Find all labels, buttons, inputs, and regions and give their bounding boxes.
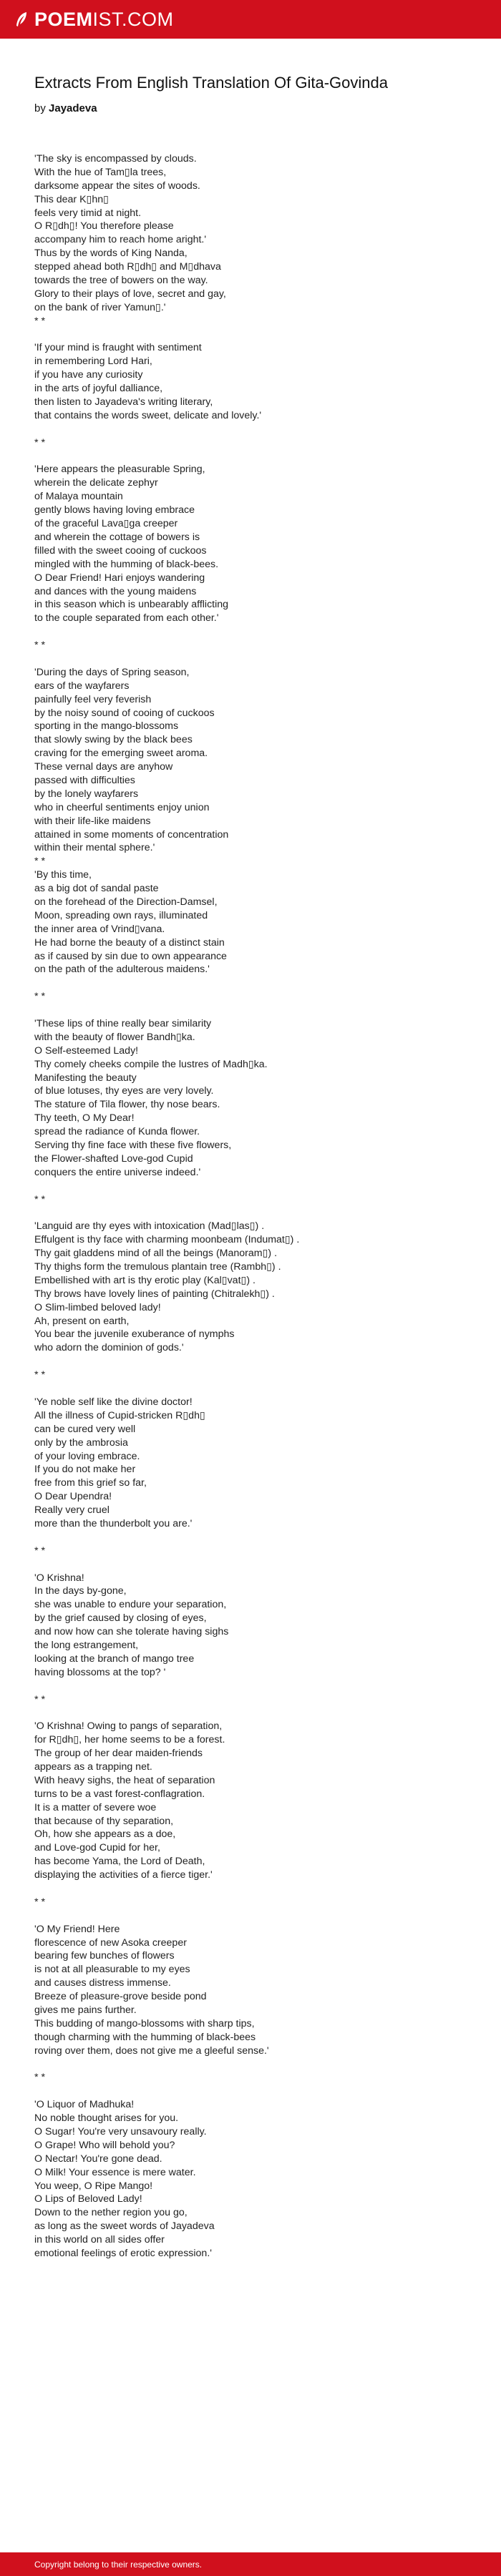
poem-line: with the beauty of flower Bandh▯ka. [34, 1031, 195, 1043]
poem-line: in this world on all sides offer [34, 2234, 165, 2246]
poem-line: 'O My Friend! Here [34, 1923, 120, 1935]
poem-line: looking at the branch of mango tree [34, 1652, 195, 1665]
poem-line: With heavy sighs, the heat of separation [34, 1774, 215, 1786]
poem-line: * * [34, 1369, 45, 1381]
poem-line: Embellished with art is thy erotic play (Kal▯vat▯) . [34, 1274, 256, 1286]
poem-line: O Self-esteemed Lady! [34, 1044, 139, 1057]
poem-line: attained in some moments of concentration [34, 828, 229, 841]
poem-line: can be cured very well [34, 1423, 136, 1435]
site-logo[interactable] [14, 10, 174, 29]
poem-line: The stature of Tila flower, thy nose bears. [34, 1099, 220, 1111]
poem-line: that slowly swing by the black bees [34, 734, 193, 746]
poem-line: Thus by the words of King Nanda, [34, 248, 188, 260]
poem-line: in this season which is unbearably afflicting [34, 599, 229, 611]
poem-line: that because of thy separation, [34, 1815, 174, 1827]
poem-line: the long estrangement, [34, 1639, 139, 1651]
poem-line: painfully feel very feverish [34, 693, 152, 705]
poem-line: she was unable to endure your separation, [34, 1599, 227, 1611]
poem-line: * * [34, 640, 45, 652]
poem-line: Glory to their plays of love, secret and gay, [34, 288, 226, 300]
poem-line: Effulgent is thy face with charming moonbeam (Indumat▯) . [34, 1234, 300, 1246]
poem-line: Thy teeth, O My Dear! [34, 1112, 135, 1125]
logo-bold-text: POEM [34, 8, 93, 30]
poem-body [34, 152, 478, 2261]
by-label: by [34, 102, 46, 114]
poem-line [34, 328, 478, 342]
site-logo-text [34, 10, 174, 29]
poem-line [34, 1206, 478, 1220]
poem-line [34, 2085, 478, 2098]
poem-line: Serving thy fine face with these five flowers, [34, 1140, 232, 1152]
poem-line: by the lonely wayfarers [34, 788, 139, 800]
poem-line: in the arts of joyful dalliance, [34, 383, 163, 395]
poem-line: In the days by-gone, [34, 1585, 127, 1597]
poem-line: feels very timid at night. [34, 207, 142, 219]
poem-line: O Nectar! You're gone dead. [34, 2153, 162, 2165]
poem-line: darksome appear the sites of woods. [34, 180, 200, 192]
copyright-text: Copyright belong to their respective owners. [34, 2560, 203, 2570]
poem-line: florescence of new Asoka creeper [34, 1936, 187, 1949]
poem-line: Thy gait gladdens mind of all the beings (Manoram▯) . [34, 1248, 278, 1260]
poem-line: the inner area of Vrind▯vana. [34, 923, 165, 935]
poem-line: of Malaya mountain [34, 491, 123, 503]
poem-line [34, 1004, 478, 1017]
poem-line: of blue lotuses, thy eyes are very lovely. [34, 1085, 214, 1097]
poem-line: He had borne the beauty of a distinct stain [34, 936, 225, 949]
poem-line: * * [34, 436, 45, 449]
poem-line: spread the radiance of Kunda flower. [34, 1126, 200, 1138]
poem-line [34, 1909, 478, 1923]
poem-line: 'O Krishna! [34, 1572, 84, 1584]
poem-line: O Slim-limbed beloved lady! [34, 1301, 161, 1313]
poem-line: O Sugar! You're very unsavoury really. [34, 2126, 207, 2138]
poem-line: 'By this time, [34, 869, 92, 881]
poem-line: gives me pains further. [34, 2004, 137, 2017]
poem-line: O Milk! Your essence is mere water. [34, 2166, 196, 2178]
poem-line: craving for the emerging sweet aroma. [34, 748, 208, 760]
poem-line: is not at all pleasurable to my eyes [34, 1964, 190, 1976]
poem-line: and dances with the young maidens [34, 585, 197, 597]
quill-icon [14, 11, 29, 27]
poem-line: emotional feelings of erotic expression.' [34, 2248, 212, 2260]
poem-line: within their mental sphere.' [34, 842, 155, 854]
poem-line [34, 1706, 478, 1720]
footer [0, 2552, 501, 2576]
poem-line: With the hue of Tam▯la trees, [34, 166, 167, 178]
poem-line: in remembering Lord Hari, [34, 356, 152, 368]
poem-line: though charming with the humming of black-bees [34, 2031, 256, 2043]
poem-line: as a big dot of sandal paste [34, 883, 159, 895]
poem-line: and now how can she tolerate having sighs [34, 1626, 229, 1638]
poem-line: Thy comely cheeks compile the lustres of Madh▯ka. [34, 1058, 268, 1070]
poem-line: Down to the nether region you go, [34, 2207, 188, 2219]
poem-line: 'O Liquor of Madhuka! [34, 2099, 135, 2111]
poem-line [34, 423, 478, 436]
poem-line: Really very cruel [34, 1504, 110, 1517]
logo-light-text: IST.COM [92, 8, 174, 30]
poem-line: 'Here appears the pleasurable Spring, [34, 464, 205, 476]
poem-line: the Flower-shafted Love-god Cupid [34, 1152, 193, 1165]
poem-line: * * [34, 315, 45, 327]
poem-line: as long as the sweet words of Jayadeva [34, 2220, 215, 2233]
poem-line [34, 450, 478, 464]
poem-line: Ah, present on earth, [34, 1315, 130, 1327]
poem-line: roving over them, does not give me a gleeful sense.' [34, 2044, 269, 2057]
poem-line: ears of the wayfarers [34, 680, 130, 692]
poem-line: by the noisy sound of cooing of cuckoos [34, 707, 215, 719]
poem-line: O Dear Upendra! [34, 1491, 112, 1503]
poem-line: 'O Krishna! Owing to pangs of separation, [34, 1720, 223, 1733]
poem-line: * * [34, 1693, 45, 1705]
poem-line: * * [34, 1896, 45, 1908]
poem-line: for R▯dh▯, her home seems to be a forest. [34, 1734, 225, 1746]
poem-line: 'Ye noble self like the divine doctor! [34, 1396, 193, 1408]
poem-line: on the path of the adulterous maidens.' [34, 964, 210, 976]
poem-line: on the forehead of the Direction-Damsel, [34, 896, 218, 908]
poem-line: Manifesting the beauty [34, 1072, 137, 1084]
poem-line: who adorn the dominion of gods.' [34, 1342, 184, 1354]
poem-line: This dear K▯hn▯ [34, 193, 109, 205]
poem-line: Thy brows have lovely lines of painting (Chitralekh▯) . [34, 1288, 275, 1300]
poem-line: You bear the juvenile exuberance of nymphs [34, 1328, 235, 1341]
poem-line: O Grape! Who will behold you? [34, 2139, 175, 2151]
poem-title: Extracts From English Translation Of Gita-Govinda [34, 74, 388, 92]
poem-line: free from this grief so far, [34, 1477, 147, 1489]
poem-line: accompany him to reach home aright.' [34, 234, 207, 246]
poem-line: * * [34, 1544, 45, 1557]
poem-line: 'During the days of Spring season, [34, 666, 190, 678]
poem-line: with their life-like maidens [34, 815, 151, 827]
poem-line: who in cheerful sentiments enjoy union [34, 801, 210, 813]
poem-line: stepped ahead both R▯dh▯ and M▯dhava [34, 261, 221, 273]
poem-line [34, 1531, 478, 1544]
poem-line: displaying the activities of a fierce tiger.' [34, 1869, 213, 1881]
poem-line: 'The sky is encompassed by clouds. [34, 153, 197, 165]
poem-line: if you have any curiosity [34, 369, 143, 381]
poem-line: filled with the sweet cooing of cuckoos [34, 544, 207, 557]
poem-line: O R▯dh▯! You therefore please [34, 220, 174, 232]
poem-line: as if caused by sin due to own appearance [34, 950, 227, 962]
poem-line: sporting in the mango-blossoms [34, 720, 179, 733]
poem-line: on the bank of river Yamun▯.' [34, 301, 166, 313]
poem-line [34, 1680, 478, 1693]
poem-line: * * [34, 991, 45, 1003]
poem-line: mingled with the humming of black-bees. [34, 558, 219, 570]
poem-line: Oh, how she appears as a doe, [34, 1828, 176, 1841]
poem-line: passed with difficulties [34, 774, 135, 786]
poem-line: and wherein the cottage of bowers is [34, 531, 200, 543]
poem-line: of your loving embrace. [34, 1450, 140, 1462]
poem-line [34, 1355, 478, 1368]
poem-line: to the couple separated from each other.' [34, 612, 219, 625]
byline [34, 102, 97, 114]
poem-line: turns to be a vast forest-conflagration. [34, 1788, 205, 1800]
poem-line [34, 1558, 478, 1572]
poem-line [34, 1382, 478, 1396]
poem-line: then listen to Jayadeva's writing literary, [34, 396, 213, 408]
poem-line: * * [34, 2072, 45, 2084]
poem-line: and Love-god Cupid for her, [34, 1842, 160, 1854]
poem-line: If you do not make her [34, 1464, 136, 1476]
poem-line [34, 2058, 478, 2072]
poem-line: Breeze of pleasure-grove beside pond [34, 1991, 207, 2003]
poem-line: The group of her dear maiden-friends [34, 1748, 203, 1760]
poem-line: wherein the delicate zephyr [34, 477, 158, 489]
poem-line: These vernal days are anyhow [34, 761, 173, 773]
poem-line: O Dear Friend! Hari enjoys wandering [34, 572, 205, 584]
poem-line: 'If your mind is fraught with sentiment [34, 342, 202, 354]
poem-line: All the illness of Cupid-stricken R▯dh▯ [34, 1409, 205, 1421]
poem-line: This budding of mango-blossoms with sharp tips, [34, 2017, 255, 2029]
poem-line: gently blows having loving embrace [34, 504, 195, 516]
poem-line: It is a matter of severe woe [34, 1801, 157, 1813]
poem-line: more than the thunderbolt you are.' [34, 1517, 193, 1529]
poem-line [34, 1180, 478, 1193]
poem-line: that contains the words sweet, delicate and lovely.' [34, 409, 262, 421]
author-link[interactable]: Jayadeva [49, 102, 97, 114]
poem-line: You weep, O Ripe Mango! [34, 2180, 153, 2192]
poem-line [34, 976, 478, 990]
poem-line [34, 652, 478, 666]
poem-line: Thy thighs form the tremulous plantain tree (Rambh▯) . [34, 1261, 281, 1273]
poem-line: having blossoms at the top? ' [34, 1666, 166, 1678]
poem-line: of the graceful Lava▯ga creeper [34, 518, 178, 530]
poem-line: bearing few bunches of flowers [34, 1950, 175, 1962]
poem-line [34, 625, 478, 639]
poem-line: Moon, spreading own rays, illuminated [34, 909, 208, 921]
top-bar [0, 0, 501, 39]
poem-line: appears as a trapping net. [34, 1760, 152, 1773]
poem-line: only by the ambrosia [34, 1436, 128, 1449]
poem-line: 'These lips of thine really bear similarity [34, 1018, 212, 1029]
poem-line: O Lips of Beloved Lady! [34, 2193, 142, 2205]
poem-line [34, 1882, 478, 1896]
poem-line: towards the tree of bowers on the way. [34, 275, 208, 287]
poem-line: conquers the entire universe indeed.' [34, 1166, 201, 1178]
poem-line: No noble thought arises for you. [34, 2112, 179, 2125]
poem-line: and causes distress immense. [34, 1977, 171, 1989]
poem-line: has become Yama, the Lord of Death, [34, 1856, 205, 1868]
poem-line: * * [34, 1193, 45, 1205]
poem-line: * * [34, 856, 45, 868]
poem-line: by the grief caused by closing of eyes, [34, 1612, 207, 1625]
poem-line: 'Languid are thy eyes with intoxication (Mad▯las▯) . [34, 1220, 265, 1233]
